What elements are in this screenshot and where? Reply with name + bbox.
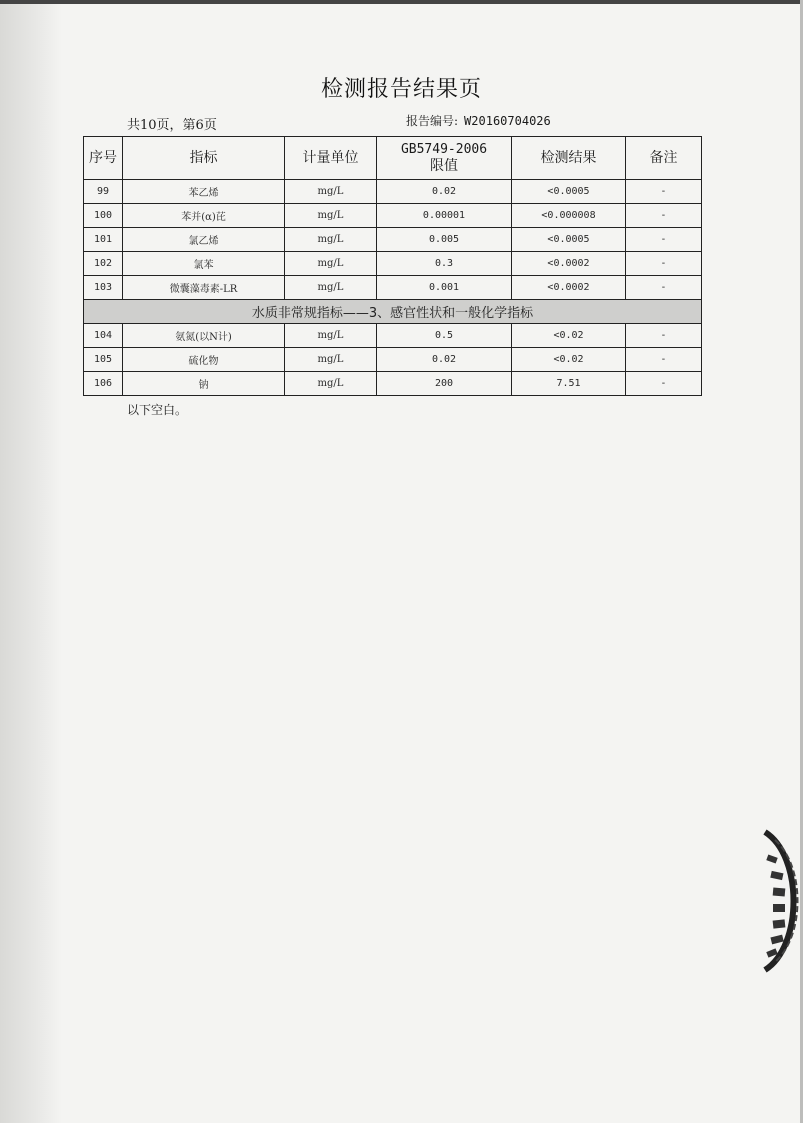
cell-limit: 200	[377, 372, 512, 396]
cell-seq: 100	[84, 204, 123, 228]
cell-limit: 0.001	[377, 276, 512, 300]
cell-remark: -	[626, 204, 702, 228]
cell-unit: mg/L	[285, 228, 377, 252]
partial-seal-stamp-icon	[745, 826, 803, 976]
cell-limit: 0.005	[377, 228, 512, 252]
cell-indicator: 苯并(α)芘	[123, 204, 285, 228]
page-count: 共10页，第6页	[127, 118, 217, 133]
header-row	[84, 137, 702, 180]
cell-unit: mg/L	[285, 324, 377, 348]
cell-remark: -	[626, 276, 702, 300]
cell-seq: 105	[84, 348, 123, 372]
header-seq: 序号	[84, 137, 123, 180]
table-row	[84, 228, 702, 252]
page-title: 检测报告结果页	[320, 77, 482, 102]
cell-indicator: 苯乙烯	[123, 180, 285, 204]
cell-seq: 102	[84, 252, 123, 276]
cell-limit: 0.00001	[377, 204, 512, 228]
cell-unit: mg/L	[285, 204, 377, 228]
header-unit: 计量单位	[285, 137, 377, 180]
scan-shadow-left	[0, 0, 62, 1123]
header-indicator: 指标	[123, 137, 285, 180]
header-limit-label: 限值	[430, 158, 458, 174]
cell-unit: mg/L	[285, 372, 377, 396]
cell-seq: 106	[84, 372, 123, 396]
cell-result: <0.0005	[512, 228, 626, 252]
cell-limit: 0.3	[377, 252, 512, 276]
table-row	[84, 204, 702, 228]
report-number-label: 报告编号:	[406, 114, 459, 128]
cell-indicator: 氨氮(以N计)	[123, 324, 285, 348]
cell-indicator: 硫化物	[123, 348, 285, 372]
cell-result: <0.02	[512, 348, 626, 372]
cell-remark: -	[626, 372, 702, 396]
cell-limit: 0.5	[377, 324, 512, 348]
cell-indicator: 钠	[123, 372, 285, 396]
cell-remark: -	[626, 252, 702, 276]
cell-remark: -	[626, 228, 702, 252]
cell-seq: 104	[84, 324, 123, 348]
cell-unit: mg/L	[285, 180, 377, 204]
cell-unit: mg/L	[285, 348, 377, 372]
cell-remark: -	[626, 348, 702, 372]
cell-result: <0.02	[512, 324, 626, 348]
blank-below-note: 以下空白。	[127, 403, 188, 417]
table-row	[84, 372, 702, 396]
cell-indicator: 微囊藻毒素-LR	[123, 276, 285, 300]
report-number	[406, 112, 551, 129]
table-row	[84, 348, 702, 372]
header-result: 检测结果	[512, 137, 626, 180]
cell-remark: -	[626, 180, 702, 204]
scan-edge-top	[0, 0, 803, 4]
cell-seq: 99	[84, 180, 123, 204]
cell-result: 7.51	[512, 372, 626, 396]
results-table	[83, 136, 702, 396]
table-row	[84, 324, 702, 348]
header-limit-standard: GB5749-2006	[400, 142, 488, 157]
cell-indicator: 氯乙烯	[123, 228, 285, 252]
cell-remark: -	[626, 324, 702, 348]
cell-result: <0.0002	[512, 276, 626, 300]
table-row	[84, 180, 702, 204]
cell-unit: mg/L	[285, 276, 377, 300]
header-remark: 备注	[626, 137, 702, 180]
cell-result: <0.000008	[512, 204, 626, 228]
table-row	[84, 252, 702, 276]
section-header-label: 水质非常规指标——3、感官性状和一般化学指标	[84, 300, 702, 324]
cell-unit: mg/L	[285, 252, 377, 276]
cell-seq: 101	[84, 228, 123, 252]
cell-indicator: 氯苯	[123, 252, 285, 276]
cell-result: <0.0002	[512, 252, 626, 276]
table-row	[84, 276, 702, 300]
cell-limit: 0.02	[377, 180, 512, 204]
section-header-row	[84, 300, 702, 324]
header-limit	[377, 137, 512, 180]
cell-limit: 0.02	[377, 348, 512, 372]
cell-result: <0.0005	[512, 180, 626, 204]
cell-seq: 103	[84, 276, 123, 300]
report-number-value: W20160704026	[464, 114, 551, 128]
